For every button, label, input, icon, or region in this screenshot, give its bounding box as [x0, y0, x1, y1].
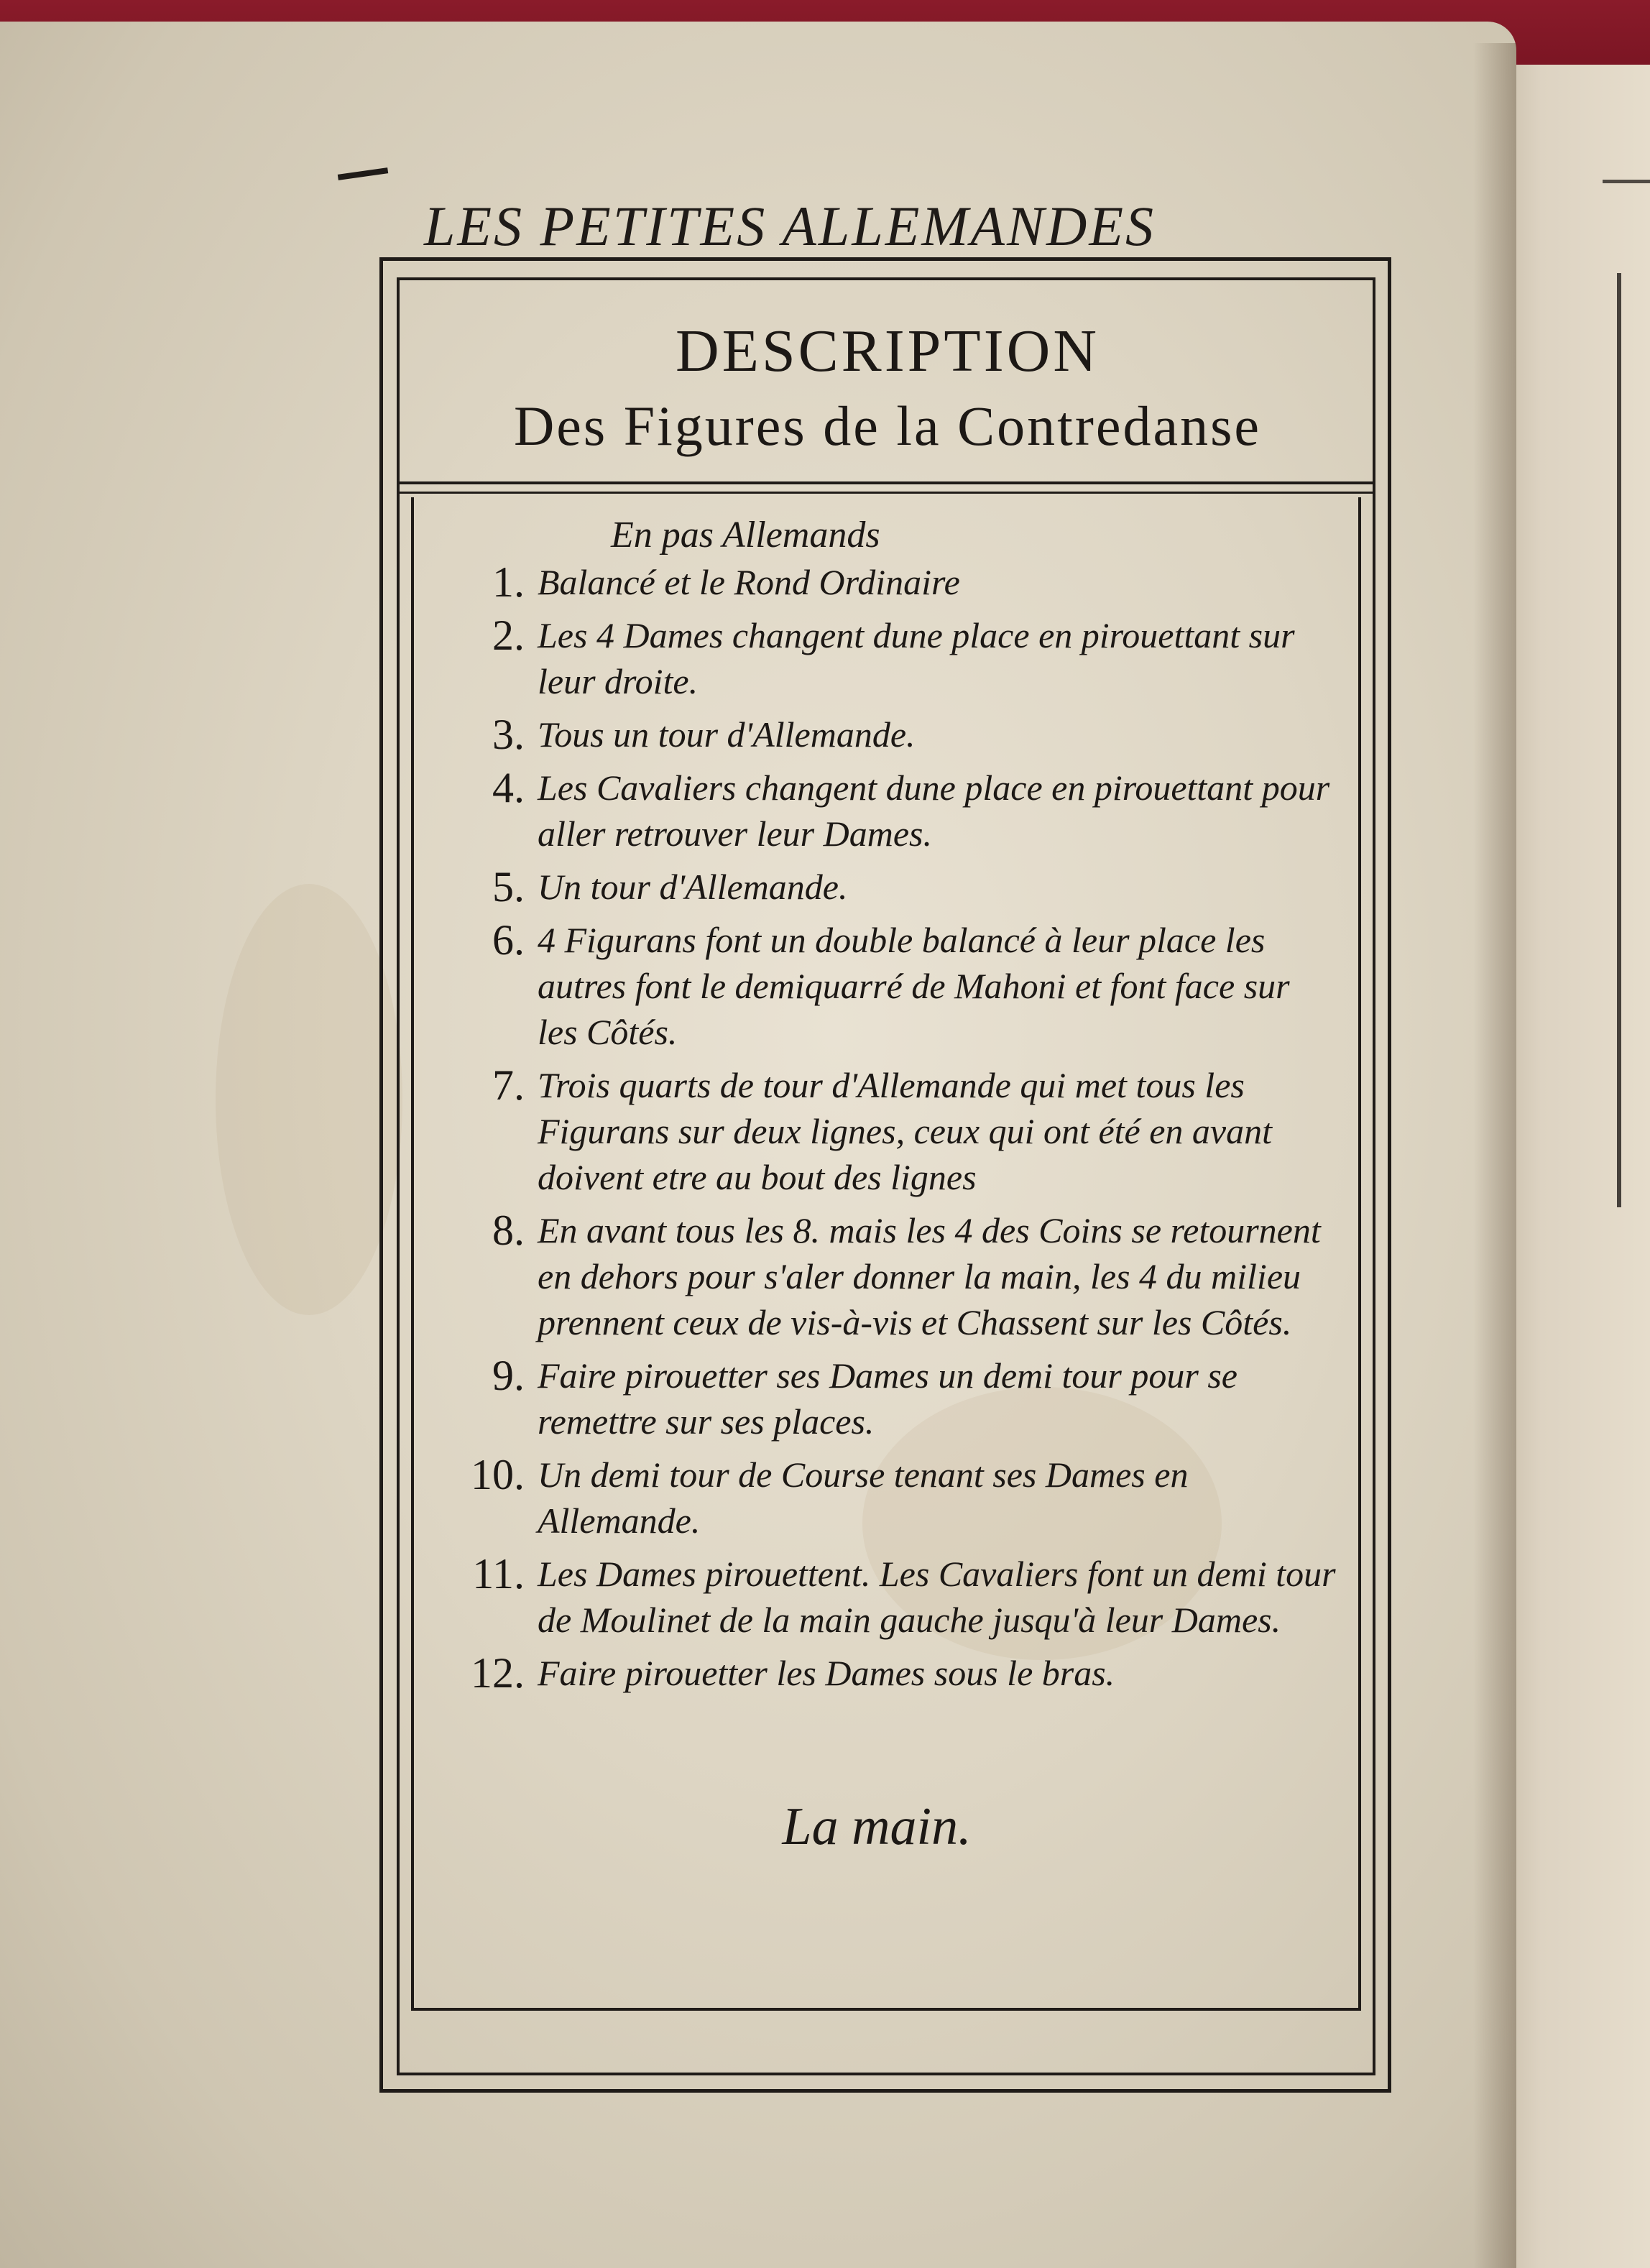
figure-item — [431, 711, 1351, 757]
figure-text: Un demi tour de Course tenant ses Dames en Allemande. — [538, 1455, 1189, 1541]
figure-number: 9. — [492, 1352, 525, 1399]
figure-number: 7. — [492, 1061, 525, 1109]
figure-item — [431, 1207, 1351, 1345]
figure-item — [431, 917, 1351, 1055]
figure-text: Les Dames pirouettent. Les Cavaliers font un demi tour de Moulinet de la main gauche jusqu'à leur Dames. — [538, 1554, 1336, 1640]
figure-number: 5. — [492, 863, 525, 911]
figure-text: Les 4 Dames changent dune place en pirouettant sur leur droite. — [538, 615, 1295, 701]
heading-divider — [400, 492, 1373, 494]
figure-number: 4. — [492, 764, 525, 811]
figure-text: 4 Figurans font un double balancé à leur place les autres font le demiquarré de Mahoni et font face sur les Côtés. — [538, 920, 1290, 1052]
figure-text: Balancé et le Rond Ordinaire — [538, 562, 960, 602]
figure-number: 12. — [471, 1649, 525, 1697]
figure-number: 3. — [492, 711, 525, 758]
figure-item — [431, 864, 1351, 910]
figure-number: 1. — [492, 558, 525, 606]
gutter-shadow — [1473, 43, 1516, 2268]
figure-item — [431, 612, 1351, 704]
figure-text: En avant tous les 8. mais les 4 des Coins se retournent en dehors pour s'aler donner la main, les 4 du milieu prennent ceux de vis-à-vis et Chassent sur les Côtés. — [538, 1210, 1321, 1342]
figure-number: 8. — [492, 1207, 525, 1254]
facing-page-frame-line — [1617, 273, 1621, 1207]
figure-list — [431, 559, 1351, 1703]
page-header: LES PETITES ALLEMANDES — [424, 195, 1156, 257]
figure-item — [431, 559, 1351, 605]
facing-page-frame-corner — [1603, 180, 1650, 183]
figure-number: 11. — [472, 1550, 525, 1598]
figure-item — [431, 765, 1351, 857]
section-label: En pas Allemands — [611, 515, 880, 556]
figure-text: Tous un tour d'Allemande. — [538, 714, 916, 755]
figure-item — [431, 1551, 1351, 1643]
figure-item — [431, 1352, 1351, 1444]
figure-number: 2. — [492, 612, 525, 659]
description-subtitle: Des Figures de la Contredanse — [513, 395, 1262, 457]
facing-page-edge — [1495, 65, 1650, 2268]
paper-stain — [216, 884, 402, 1315]
closing-line: La main. — [782, 1797, 972, 1856]
figure-text: Faire pirouetter les Dames sous le bras. — [538, 1653, 1115, 1693]
figure-text: Les Cavaliers changent dune place en pirouettant pour aller retrouver leur Dames. — [538, 767, 1330, 854]
figure-text: Faire pirouetter ses Dames un demi tour pour se remettre sur ses places. — [538, 1355, 1238, 1442]
figure-text: Trois quarts de tour d'Allemande qui met tous les Figurans sur deux lignes, ceux qui ont été en avant doivent etre au bout des lignes — [538, 1065, 1272, 1197]
description-title: DESCRIPTION — [675, 318, 1100, 384]
figure-item — [431, 1062, 1351, 1200]
heading-divider — [400, 481, 1373, 484]
figure-number: 6. — [492, 916, 525, 964]
figure-text: Un tour d'Allemande. — [538, 867, 848, 907]
figure-item — [431, 1452, 1351, 1544]
figure-item — [431, 1650, 1351, 1696]
figure-number: 10. — [471, 1451, 525, 1498]
